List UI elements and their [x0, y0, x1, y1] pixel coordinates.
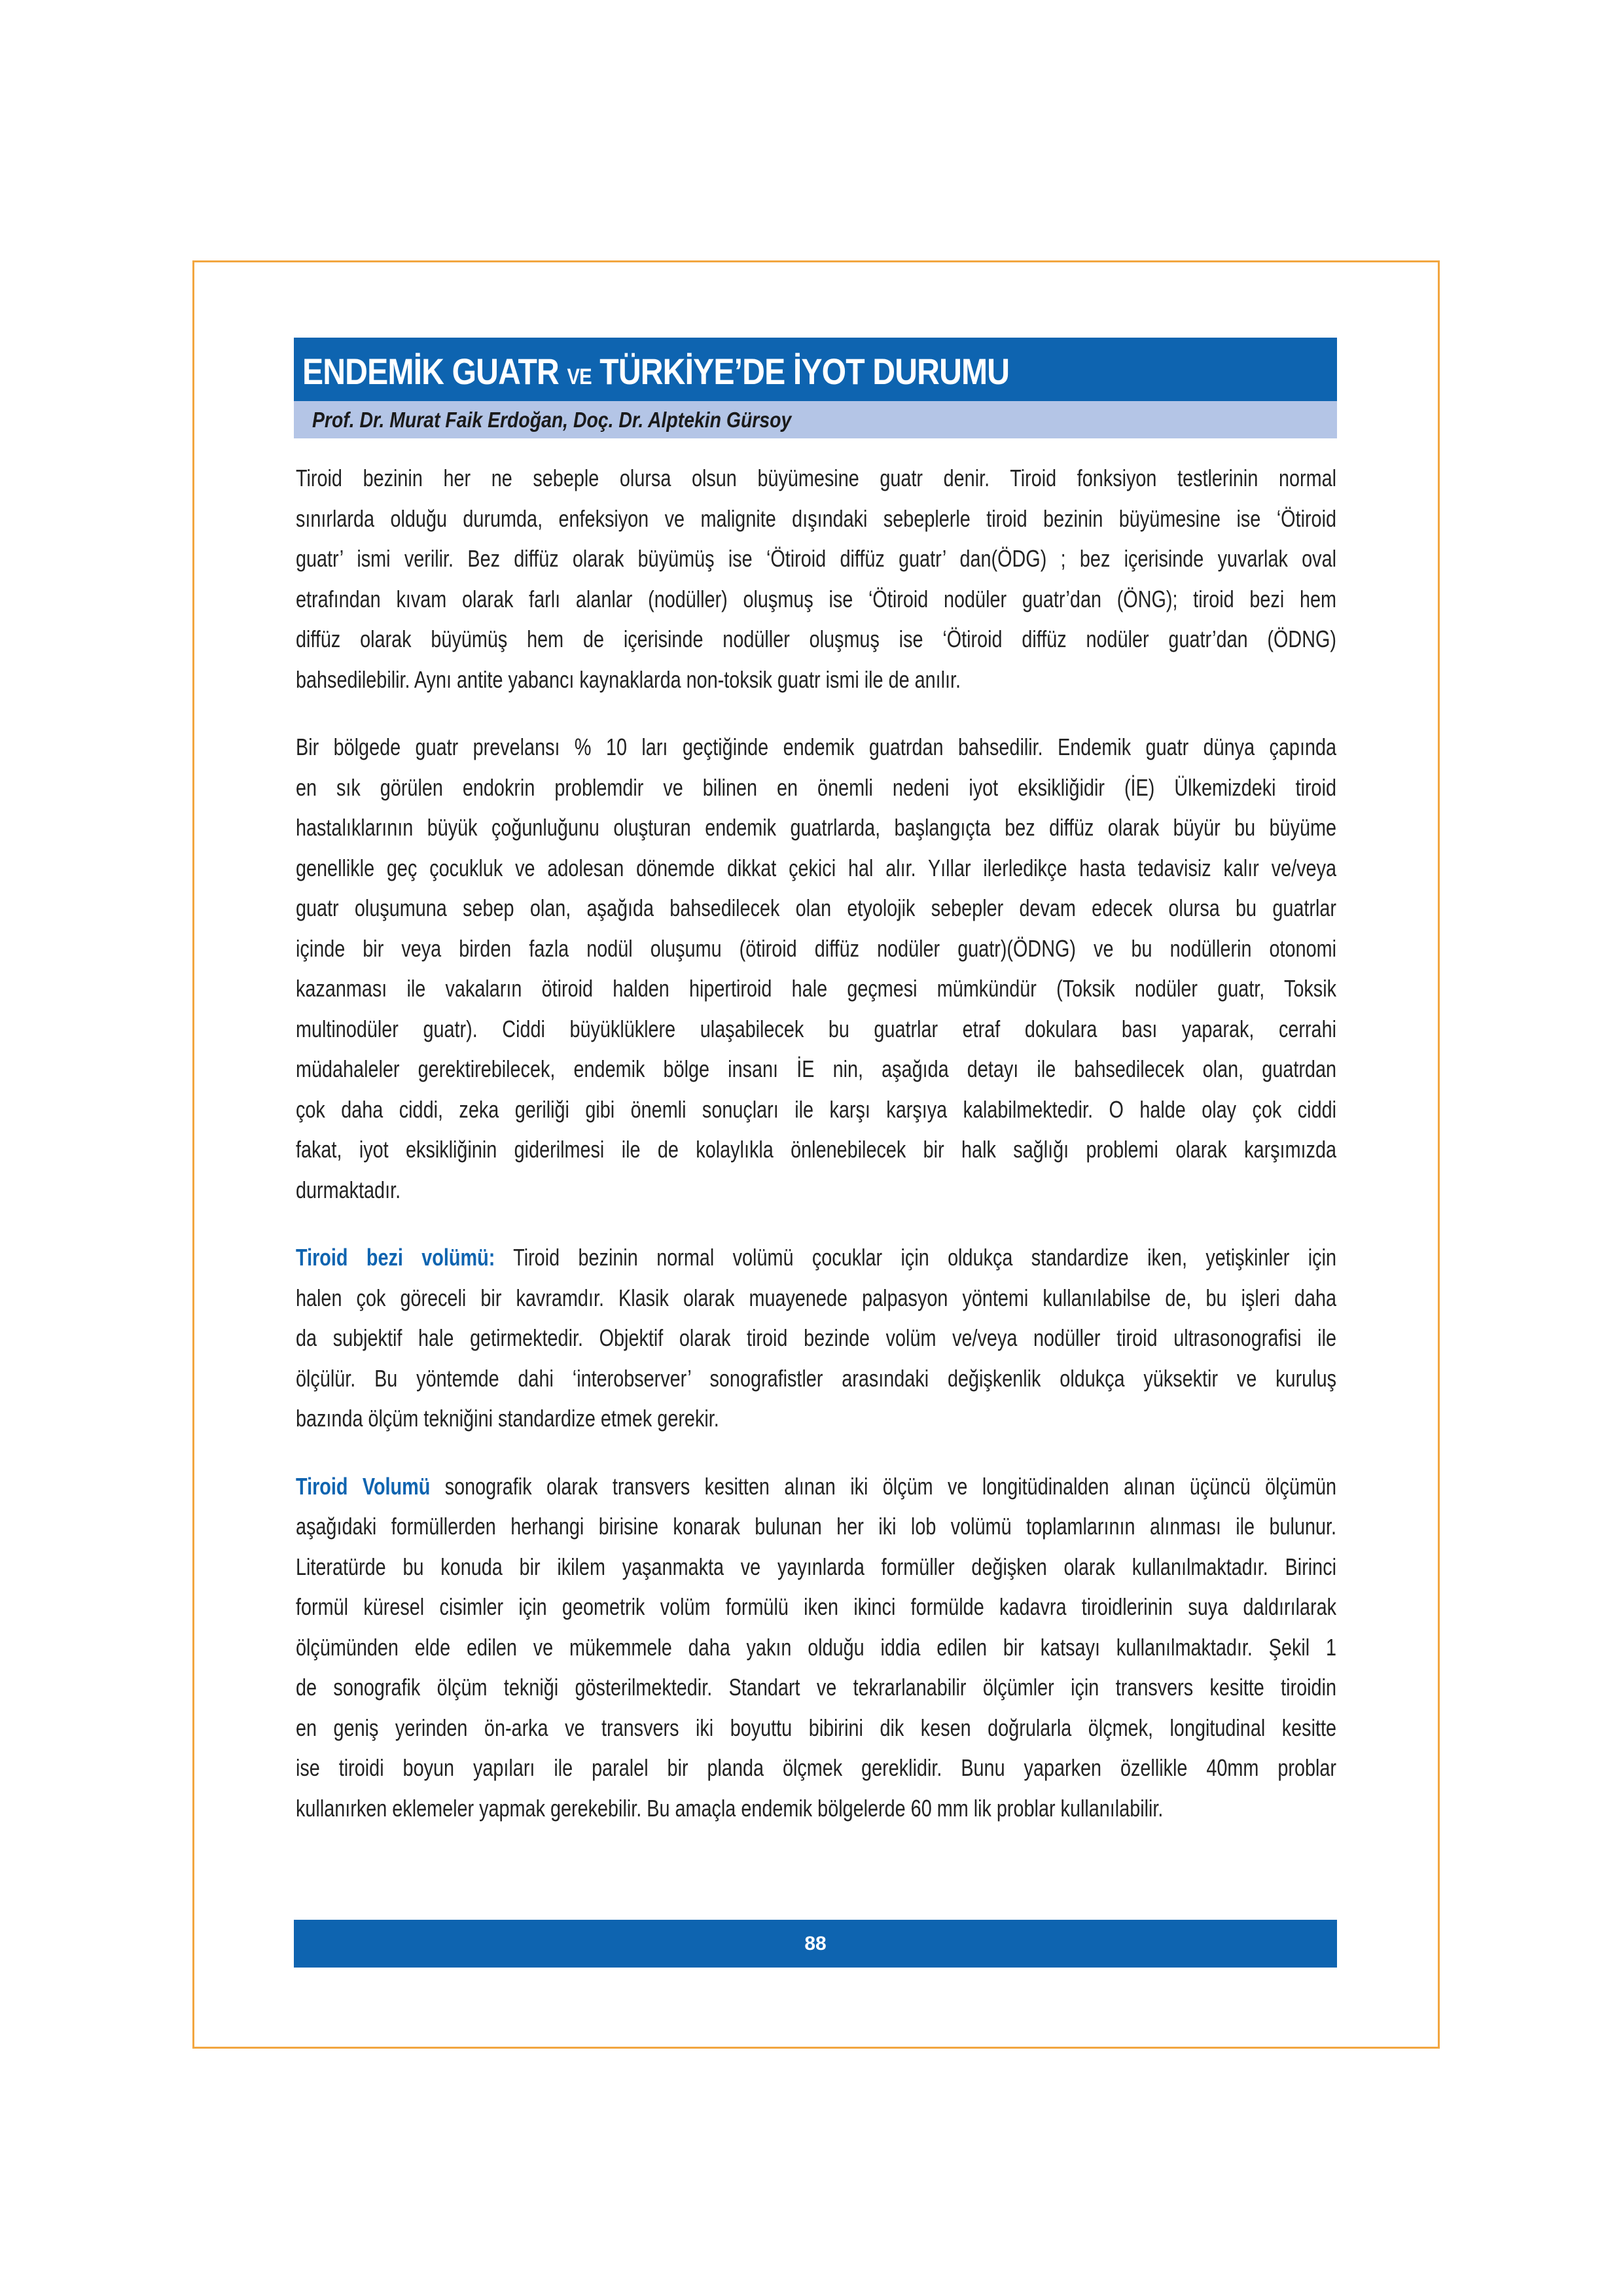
paragraph-line: ise tiroidi boyun yapıları ile paralel bir planda ölçmek gereklidir. Bunu yaparken özellikle 40mm problar — [296, 1754, 1336, 1781]
paragraph-line: içinde bir veya birden fazla nodül oluşumu (ötiroid diffüz nodüler guatr)(ÖDNG) ve bu nodüllerin otonomi — [296, 934, 1336, 962]
paragraph-line: de sonografik ölçüm tekniği gösterilmektedir. Standart ve tekrarlanabilir ölçümler için transvers kesitte tiroidin — [296, 1674, 1336, 1701]
paragraph-line — [296, 1237, 1336, 1278]
paragraph-line: fakat, iyot eksikliğinin giderilmesi ile de kolaylıkla önlenebilecek bir halk sağlığı problemi olarak karşımızda — [296, 1136, 1336, 1163]
paragraph-line: kullanırken eklemeler yapmak gerekebilir. Bu amaçla endemik bölgelerde 60 mm lik problar kullanılabilir. — [296, 1794, 1164, 1822]
paragraph-line: hastalıklarının büyük çoğunluğunu oluşturan endemik guatrlarda, başlangıçta bez diffüz olarak büyür bu büyüme — [296, 814, 1336, 841]
footer-bar — [294, 1920, 1337, 1968]
paragraph-line — [296, 1466, 1336, 1507]
paragraph-line: ölçümünden elde edilen ve mükemmele daha yakın olduğu iddia edilen bir katsayı kullanılmaktadır. Şekil 1 — [296, 1633, 1336, 1661]
paragraph — [296, 458, 1336, 699]
page-number: 88 — [804, 1932, 827, 1954]
paragraph-line: en sık görülen endokrin problemdir ve bilinen en önemli nedeni iyot eksikliğidir (İE) Ülkemizdeki tiroid — [296, 773, 1336, 801]
paragraph-line: formül küresel cisimler için geometrik volüm formülü iken ikinci formülde kadavra tiroidlerinin suya daldırılarak — [296, 1593, 1336, 1620]
article-body — [296, 458, 1336, 1856]
paragraph-line: Literatürde bu konuda bir ikilem yaşanmakta ve yayınlarda formüller değişken olarak kullanılmaktadır. Birinci — [296, 1553, 1336, 1580]
paragraph-line: halen çok göreceli bir kavramdır. Klasik olarak muayenede palpasyon yöntemi kullanılabilse de, bu işleri daha — [296, 1284, 1336, 1311]
paragraph-line: guatr oluşumuna sebep olan, aşağıda bahsedilecek olan etyolojik sebepler devam edecek olursa bu guatrlar — [296, 894, 1336, 921]
section-heading: Tiroid Volumü — [296, 1472, 431, 1500]
paragraph-line: aşağıdaki formüllerden herhangi birisine konarak bulunan her iki lob volümü toplamlarının alınması ile bulunur. — [296, 1513, 1336, 1540]
paragraph-line: guatr’ ismi verilir. Bez diffüz olarak büyümüş ise ‘Ötiroid diffüz guatr’ dan(ÖDG) ; bez içerisinde yuvarlak oval — [296, 545, 1336, 572]
paragraph-line: multinodüler guatr). Ciddi büyüklüklere ulaşabilecek bu guatrlar etraf dokulara bası yaparak, cerrahi — [296, 1015, 1336, 1042]
paragraph — [296, 727, 1336, 1210]
page-title — [302, 342, 1124, 400]
paragraph-line: çok daha ciddi, zeka geriliği gibi önemli sonuçları ile karşı karşıya kalabilmektedir. O halde olay çok ciddi — [296, 1095, 1336, 1123]
line-text: sonografik olarak transvers kesitten alınan iki ölçüm ve longitüdinalden alınan üçüncü ölçümün — [430, 1472, 1336, 1500]
title-part2: TÜRKİYE’DE İYOT DURUMU — [591, 350, 1010, 392]
title-part1: ENDEMİK GUATR — [302, 350, 567, 392]
paragraph-line: müdahaleler gerektirebilecek, endemik bölge insanı İE nin, aşağıda detayı ile bahsedilecek olan, guatrdan — [296, 1055, 1336, 1082]
title-ve: VE — [567, 364, 592, 389]
paragraph-line: sınırlarda olduğu durumda, enfeksiyon ve malignite dışındaki sebeplerle tiroid bezinin büyümesine ise ‘Ötiroid — [296, 504, 1336, 532]
authors: Prof. Dr. Murat Faik Erdoğan, Doç. Dr. Alptekin Gürsoy — [312, 407, 792, 432]
paragraph-line: ölçülür. Bu yöntemde dahi ‘interobserver’ sonografistler arasındaki değişkenlik oldukça yüksektir ve kuruluş — [296, 1364, 1336, 1392]
line-text: Tiroid bezinin normal volümü çocuklar için oldukça standardize iken, yetişkinler için — [495, 1244, 1337, 1271]
paragraph-line: Bir bölgede guatr prevelansı % 10 ları geçtiğinde endemik guatrdan bahsedilir. Endemik guatr dünya çapında — [296, 733, 1336, 760]
paragraph-line: bazında ölçüm tekniğini standardize etmek gerekir. — [296, 1405, 719, 1432]
paragraph-line: bahsedilebilir. Aynı antite yabancı kaynaklarda non-toksik guatr ismi ile de anılır. — [296, 665, 961, 693]
paragraph-line: da subjektif hale getirmektedir. Objektif olarak tiroid bezinde volüm ve/veya nodüller tiroid ultrasonografisi ile — [296, 1324, 1336, 1351]
paragraph-line: Tiroid bezinin her ne sebeple olursa olsun büyümesine guatr denir. Tiroid fonksiyon testlerinin normal — [296, 465, 1336, 491]
paragraph — [296, 1237, 1336, 1439]
section-heading: Tiroid bezi volümü: — [296, 1244, 495, 1271]
paragraph — [296, 1466, 1336, 1829]
paragraph-line: genellikle geç çocukluk ve adolesan dönemde dikkat çekici hal alır. Yıllar ilerledikçe hasta tedavisiz kalır ve/veya — [296, 854, 1336, 881]
paragraph-line: diffüz olarak büyümüş hem de içerisinde nodüller oluşmuş ise ‘Ötiroid diffüz nodüler guatr’dan (ÖDNG) — [296, 626, 1336, 652]
paragraph-line: en geniş yerinden ön-arka ve transvers iki boyuttu bibirini dik kesen doğrularla ölçmek, longitudinal kesitte — [296, 1714, 1336, 1741]
paragraph-line: kazanması ile vakaların ötiroid halden hipertiroid hale geçmesi mümkündür (Toksik nodüler guatr, Toksik — [296, 975, 1336, 1002]
paragraph-line: durmaktadır. — [296, 1176, 401, 1203]
paragraph-line: etrafından kıvam olarak farlı alanlar (nodüller) oluşmuş ise ‘Ötiroid nodüler guatr’dan (ÖNG); tiroid bezi hem — [296, 585, 1336, 612]
